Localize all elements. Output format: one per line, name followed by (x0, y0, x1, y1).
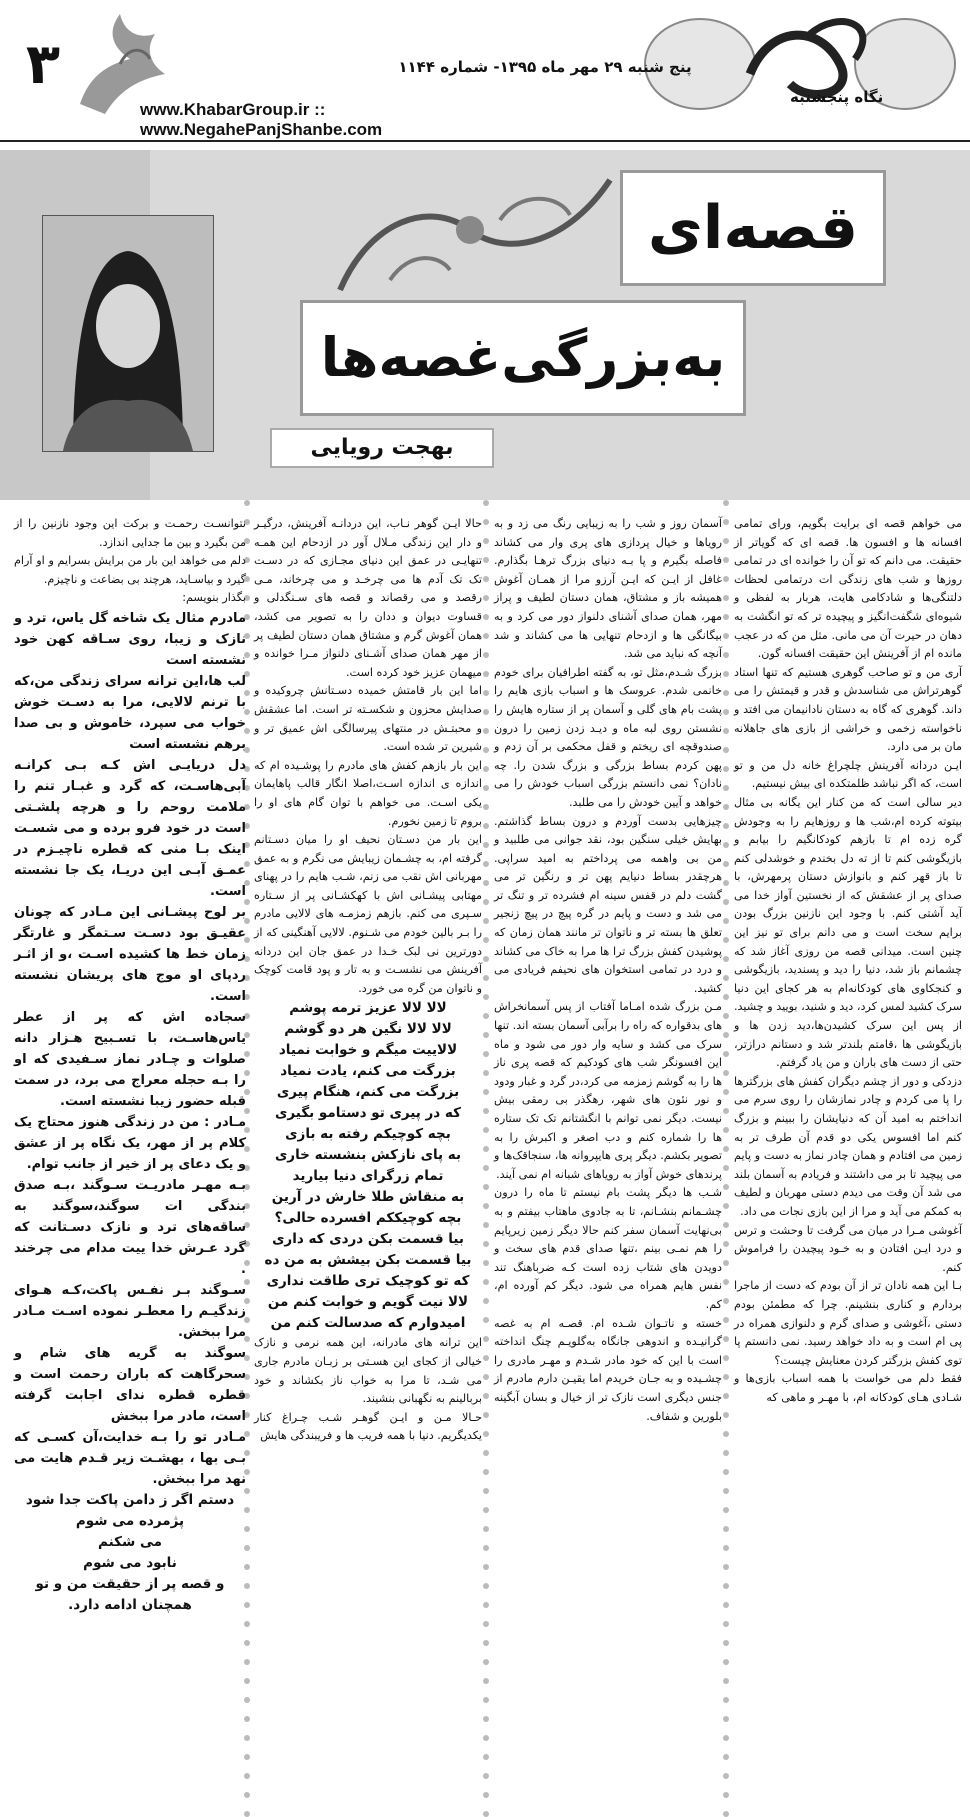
separator-dot (723, 1317, 729, 1323)
verse-line: که تو کوچیک تری طاقت نداری (266, 1273, 470, 1290)
paragraph: خسته و ناتـوان شـده ام. قصـه ام به غصه گرانیـده و اندوهی جانگاه به‌گلویـم چنگ انداخته است با این که خود مادر شـدم و مهـر مادری را چشـیده و به جـان خریدم اما یقیـن دارم مادرم از جنس دیگری است نازک تر از خیال و بسان آبگینه بلورین و شفاف. (494, 1316, 722, 1423)
separator-dot (723, 1184, 729, 1190)
separator-dot (483, 1184, 489, 1190)
separator-dot (483, 766, 489, 772)
separator-dot (723, 1374, 729, 1380)
separator-dot (723, 1222, 729, 1228)
separator-dot (483, 595, 489, 601)
separator-dot (723, 1488, 729, 1494)
paragraph: مـن بزرگ شده امـاما آفتاب از پس آسمانخراش های بدقواره که راه را برآبی آسمان بسته اند. تنها سرک می کشد و سایه وار دور می شود و ماه این افسونگر شب های کودکیم که قصه پری ناز ها را به گوشم زمزمه می کرد،در گرد و غبار ودود و نور نئون های شهر، رهگذر بی رمقی بیش نیست. دیگر نمی توانم با انگشتانم تک تک ستاره ها را شماره کنم و دب اصغر و اکبرش را به تصویر بکشم. دیگر پری هایپروانه ها، سنجاقک‌ها و پرندهای خوش آواز به رویاهای شبانه ام نمی آیند. (494, 1000, 722, 1181)
paragraph: این بار من دسـتان نحیف او را میان دسـتانم گرفته ام، به چشـمان زیبایش می نگرم و به عمق مهربانی اش نقب می زنم، شـب هایم را در پهنای مهتابی پیشـانی اش با کهکشـانی پر از سـتاره سـپری می کنم. بازهم زمزمـه های لالایی مادرم را بـر بالین خودم می شـنوم. لالایی آهنگینی که از دورترین نی لبک خـدا در عمق جان این دردانه آفرینش می نشسـت و به تار و پود قامت کوچک و ناتوان من گره می خورد. (254, 833, 482, 995)
paragraph-bold: مـادر تو را بـه خدایت،آن کسـی که بـی بها ، بهشـت زیر قـدم هایت می نهد مرا ببخش. (14, 1429, 246, 1487)
separator-dot (723, 633, 729, 639)
separator-dot (723, 576, 729, 582)
separator-dot (723, 1621, 729, 1627)
separator-dot (723, 956, 729, 962)
separator-dot (723, 899, 729, 905)
separator-dot (483, 1716, 489, 1722)
poem-line: پژمرده می شوم (75, 1512, 185, 1529)
separator-dot (723, 766, 729, 772)
separator-dot (723, 1431, 729, 1437)
separator-dot (244, 1697, 250, 1703)
separator-dot (723, 1716, 729, 1722)
separator-dot (483, 500, 489, 506)
separator-dot (723, 519, 729, 525)
paragraph: آغوشی مـرا در میان می گرفت تا وحشت و ترس و درد ایـن افتادن و به خـود پیچیدن را فراموش کنم. (734, 1223, 962, 1274)
separator-dot (244, 1678, 250, 1684)
separator-dot (244, 1773, 250, 1779)
separator-dot (483, 747, 489, 753)
separator-dot (483, 728, 489, 734)
lullaby-verses (254, 998, 482, 1334)
verse-line: بیا قسمت بکن دردی که داری (272, 1231, 464, 1248)
separator-dot (723, 880, 729, 886)
separator-dot (723, 614, 729, 620)
paragraph-bold: سوگند به گریه های شام و سحرگاهت که باران رحمت است و قطره قطره ندای اجابت گرفته است، مادر مرا ببخش (14, 1345, 246, 1424)
separator-dot (723, 1792, 729, 1798)
separator-dot (483, 1792, 489, 1798)
separator-dot (483, 1811, 489, 1817)
article-title-line1: قصه‌ای (620, 170, 886, 286)
separator-dot (723, 1640, 729, 1646)
paragraph: فقط دلم می خواست با همه اسباب بازی‌ها و شـادی هـای کودکانه ام، با مهـر و ماهی که (734, 1372, 962, 1404)
separator-dot (723, 1564, 729, 1570)
separator-dot (723, 1583, 729, 1589)
separator-dot (723, 937, 729, 943)
separator-dot (723, 1260, 729, 1266)
separator-dot (483, 1317, 489, 1323)
separator-dot (723, 804, 729, 810)
separator-dot (723, 690, 729, 696)
separator-dot (723, 1393, 729, 1399)
separator-dot (723, 747, 729, 753)
paragraph: دلم می خواهد این بار من برایش بسرایم و او آرام گیرد و بیاسـاید، هرچند بی بضاعت و ناچیزم. (14, 554, 246, 586)
separator-dot (483, 709, 489, 715)
paragraph: آسمان روز و شب را به زیبایی رنگ می زد و به رویاها و خیال پردازی های پری وار می کشاند فاصله بگیرم و پا بـه دنیای بزرگ ترهـا بگذارم. غافل از ایـن که ایـن آرزو مرا از همـان آغوش همیشه باز و مشتاق، همان دستان لطیف و پراز مهر، همان صدای آشنای دلنواز دور می کرد و به بیگانگی ها و ازدحام تنهایی ها می کشاند و شد آنچه که نباید می شد. (494, 517, 722, 661)
separator-dot (723, 1146, 729, 1152)
separator-dot (723, 1241, 729, 1247)
paragraph: این بار بازهم کفش های مادرم را پوشـیده ام که اندازه ی اندازه اسـت،اصلا انگار قالب پاهایمان یکی اسـت. می خواهم با توان گام های او را بروم تا زمین نخورم. (254, 758, 482, 828)
separator-dot (483, 1013, 489, 1019)
separator-dot (483, 1279, 489, 1285)
separator-dot (483, 519, 489, 525)
separator-dot (483, 861, 489, 867)
separator-dot (244, 1811, 250, 1817)
separator-dot (483, 1640, 489, 1646)
separator-dot (723, 823, 729, 829)
separator-dot (483, 1659, 489, 1665)
paragraph-bold: لب ها،این ترانه سرای زندگی من،که با ترنم لالایی، مرا به دسـت خوش خواب می سپرد، خاموش و بی صدا برهم نشسته است (14, 673, 246, 752)
paragraph: دزدکی و دور از چشم دیگران کفش های بزرگترها را پا می کردم و چادر نمازشان را روی سرم می انداختم به امید آن که دنیایشان را ببینم و بزرگ کنم اما افسوس یکی دو قدم آن طرف تر به زمین می افتادم و همان چادر نماز به دست و پایم می پیچید تا بر می داشتند و فریادم به آسمان بلند می شد آن وقت می دیدم دستی مهربان و لطیف به کمکم می آید و مرا از این بازی نجات می داد. (734, 1074, 962, 1218)
separator-dot (483, 1507, 489, 1513)
separator-dot (483, 804, 489, 810)
separator-dot (483, 1735, 489, 1741)
verse-line: به پای نازکش بنشسته خاری (274, 1147, 462, 1164)
separator-dot (483, 1773, 489, 1779)
separator-dot (244, 1792, 250, 1798)
paragraph: این ترانه های مادرانه، این همه نرمی و نازک خیالی از کجای این هسـتی بر زبـان مادرم جاری می شـد، تا مرا به خواب ناز بکشاند و خود بربالینم به نگهبانی بنشیند. (254, 1336, 482, 1406)
poem-line: و قصه پر از حقیقت من و تو همچنان ادامه دارد. (35, 1575, 225, 1613)
separator-dot (483, 1697, 489, 1703)
separator-dot (483, 614, 489, 620)
column-separator (483, 500, 491, 1500)
separator-dot (244, 1621, 250, 1627)
separator-dot (723, 728, 729, 734)
separator-dot (723, 595, 729, 601)
separator-dot (723, 652, 729, 658)
separator-dot (483, 538, 489, 544)
verse-line: بزرگت می کنم، یادت نمیاد (280, 1063, 456, 1080)
separator-dot (483, 1412, 489, 1418)
separator-dot (723, 1108, 729, 1114)
separator-dot (483, 1393, 489, 1399)
separator-dot (483, 899, 489, 905)
separator-dot (723, 538, 729, 544)
separator-dot (483, 1545, 489, 1551)
paragraph: چیزهایی بدست آوردم و درون بساط گذاشتم. بهایش خیلی سنگین بود، نقد جوانی می طلبید و من بی واهمه می پرداختم به امید سراپی. هرچقدر بساط دنیایم پهن تر و رنگین تر می گشت دلم در قفس سینه ام فشرده تر و تنگ تر می شد و دست و پایم در گره پیچ در پیچ زنجیر تعلق ها بسته تر و ناتوان تر مانند همان زمان که پوشیدن کفش بزرگ ترا ها مرا به خاک می کشاند و درد در تمامی استخوان های نحیفم فریادی می کشید. (494, 814, 722, 995)
separator-dot (723, 785, 729, 791)
page-number: ۳ (25, 32, 61, 97)
paragraph: اما این بار قامتش خمیده دسـتانش چروکیده و صدایش محزون و شکسـته تر است. اما عشقش و محبتـش در منتهای پیرسالگی اش عمیق تر و شیرین تر شده است. (254, 684, 482, 754)
separator-dot (483, 937, 489, 943)
separator-dot (723, 1735, 729, 1741)
verse-line: لالا لالا عزیز ترمه پوشم (289, 1000, 447, 1017)
separator-dot (723, 1336, 729, 1342)
separator-dot (723, 1412, 729, 1418)
separator-dot (483, 1469, 489, 1475)
separator-dot (244, 1659, 250, 1665)
separator-dot (723, 557, 729, 563)
verse-line: لالا لالا نگین هر دو گوشم (284, 1021, 452, 1038)
verse-line: امیدوارم که صدسالت کنم من (270, 1315, 466, 1332)
poem-line: نابود می شوم (83, 1554, 177, 1571)
separator-dot (723, 1507, 729, 1513)
separator-dot (723, 1602, 729, 1608)
article-column-1 (734, 515, 962, 1505)
separator-dot (483, 1222, 489, 1228)
verse-line: تمام زرگرای دنیا بیارید (292, 1168, 444, 1185)
separator-dot (723, 1298, 729, 1304)
separator-dot (483, 1583, 489, 1589)
separator-dot (483, 1203, 489, 1209)
separator-dot (483, 918, 489, 924)
paragraph: ایـن دردانه آفرینش چلچراغ خانه دل من و تو است، که اگر نباشد ظلمتکده ای بیش نیستیم. (734, 758, 962, 791)
separator-dot (483, 1450, 489, 1456)
separator-dot (483, 1374, 489, 1380)
paragraph: بگذار بنویسم: (182, 591, 246, 605)
column-separator (723, 500, 731, 1500)
masthead-subtitle: نگاه پنجشنبه (790, 88, 884, 106)
separator-dot (483, 880, 489, 886)
floral-ornament-icon (330, 160, 620, 300)
separator-dot (483, 1526, 489, 1532)
separator-dot (723, 1545, 729, 1551)
separator-dot (483, 1602, 489, 1608)
separator-dot (483, 1564, 489, 1570)
separator-dot (483, 1621, 489, 1627)
separator-dot (723, 1526, 729, 1532)
verse-line: به منقاش طلا خارش در آرین (271, 1189, 465, 1206)
separator-dot (483, 785, 489, 791)
paragraph: می خواهم قصه ای برایت بگویم، ورای تمامی افسانه ها و افسون ها. قصه ای که گویاتر از حقیقت. می دانم که تو آن را خوانده ای در تمامی روزها و شب های زندگی ات درتمامی لحظات دلتنگی‌ها و شادکامی هایت، هربار به لفظی و شیوه‌ای شگفت‌انگیز و پیچیده تر که تو انگشت به دهان در حیرت آن می مانی. مثل من که در عجب مانده ام از آفرینش این حقیقت افسانه گون. (734, 517, 962, 661)
separator-dot (483, 1051, 489, 1057)
separator-dot (483, 975, 489, 981)
separator-dot (723, 671, 729, 677)
separator-dot (483, 1070, 489, 1076)
verse-line: بزرگت می کنم، هنگام پیری (276, 1084, 460, 1101)
paragraph-bold: بـه مهـر مادریـت سـوگند ،بـه صدق بندگی ات سوگند،سوگند به ساقه‌های ترد و نازک دسـتانت که گرد عـرش خدا ییت مدام می چرخند . (14, 1177, 246, 1277)
paragraph-bold: مـادر : من در زندگی هنوز محتاج یک کلام پر از مهر، یک نگاه پر از عشق و یک دعای پر از خیر از جانب توام. (14, 1114, 246, 1172)
separator-dot (723, 709, 729, 715)
separator-dot (483, 1488, 489, 1494)
verse-line: بچه کوچیکم رفته به بازی (285, 1126, 451, 1143)
separator-dot (483, 994, 489, 1000)
separator-dot (723, 861, 729, 867)
paragraph-bold: بر لوح پیشـانی این مـادر که چونان عقیـق بود دسـت سـتمگر و غارتگر زمان خط ها کشیده اسـت ،و از اثـر ردپای او موج های پریشان نشسته است. (14, 904, 246, 1004)
separator-dot (723, 1469, 729, 1475)
separator-dot (483, 842, 489, 848)
separator-dot (483, 1754, 489, 1760)
verse-line: لالاییت میگم و خوابت نمیاد (278, 1042, 458, 1059)
verse-line: بیا قسمت بکن بیشش به من ده (264, 1252, 472, 1269)
separator-dot (483, 823, 489, 829)
separator-dot (483, 1355, 489, 1361)
separator-dot (723, 1678, 729, 1684)
separator-dot (244, 1640, 250, 1646)
separator-dot (723, 918, 729, 924)
separator-dot (244, 1754, 250, 1760)
poem-line: دستم اگر ز دامن پاکت جدا شود (25, 1491, 235, 1508)
separator-dot (483, 1032, 489, 1038)
verse-line: بچه کوچیککم افسرده حالی؟ (274, 1210, 462, 1227)
author-photo (42, 215, 214, 452)
paragraph: حالا ایـن گوهر نـاب، این دردانـه آفرینش، درگیـر و دار این زندگی مـلال آور در ازدحام این همـه تنهایـی در عمق این دنیای مجـازی که در دسـت تک تک آدم ها می چرخـد و می چرخاند، مـی رقصد و می رقصاند و قصه های سـنگدلی و قساوت دیوان و ددان را به تصویر می کشد، همان آغوش گرم و مشتاق همان دستان لطیف پر از مهر همان صدای آشـنای دلنواز مـرا خوانده و میهمان عزیز خود کرده است. (254, 517, 482, 679)
separator-dot (244, 1735, 250, 1741)
separator-dot (723, 1754, 729, 1760)
separator-dot (483, 633, 489, 639)
separator-dot (483, 1298, 489, 1304)
separator-dot (483, 652, 489, 658)
paragraph: بـا این همه نادان تر از آن بودم که دست از ماجرا بردارم و کناری بنشینم. چرا که مطمئن بودم دستی ،آغوشی و صدای گرم و دلنوازی همراه در پی ام است و به داد خواهد رسید. نمی دانستم پا توی کفش بزرگتر کردن معنایش چیست؟ (734, 1279, 962, 1367)
issue-date: پنج شنبه ۲۹ مهر ماه ۱۳۹۵- شماره ۱۱۴۴ (398, 58, 692, 76)
paragraph: بزرگ شـدم،مثل تو، به گفته اطرافیان برای خودم خانمی شدم. عروسک ها و اسباب بازی هایم را پشت بام های گلی و آسمان پر از ستاره هایش را نشستن روی لبه ماه و دیـد زدن زمین را درون صندوقچه ای ریختم و قفل محکمی بر آن زدم و پهن کردم بساط بزرگی و بزرگ شدن را. چه نادان؟ نمی دانستم بزرگی اسباب خودش را می خواهد و آیین خودش را می طلبد. (494, 665, 722, 809)
article-column-3 (254, 515, 482, 1505)
closing-poem (14, 1490, 246, 1616)
separator-dot (483, 1260, 489, 1266)
separator-dot (483, 1165, 489, 1171)
separator-dot (483, 1127, 489, 1133)
separator-dot (723, 994, 729, 1000)
paragraph-bold: سـوگند بـر نفـس پاکت،کـه هـوای زندگیـم را معطـر نموده اسـت مـادر مرا ببخش. (14, 1282, 246, 1340)
separator-dot (723, 1811, 729, 1817)
separator-dot (483, 1241, 489, 1247)
separator-dot (483, 956, 489, 962)
separator-dot (723, 975, 729, 981)
paragraph: دیر سالی است که من کنار این یگانه بی مثال بیتوته کرده ام،شب ها و روزهایم را به وجودش گره زده ام تا بازهم کودکانگیم را بیابم و بازیگوشی کنم تا از ته دل بخندم و خوشدلی کنم تا باز قهر کنم و بانوازش دستان پرمهرش، با صدای پر از عشقش که از نخستین آواز خدا می آید آشتی کنم. با وجود این نازنین بزرگ بودن برایم سخت است و می دانم برای تو نیز این چنین است. میدانی قصه من روزی آغاز شد که چشمانم باز شد، دنیا را دید و پسندید، بازیگوشی و کنجکاوی های کودکانه‌ام به هر کجای این دنیا سرک کشید لمس کرد، دید و شنید، بویید و چشید. از پس این سرک کشیدن‌ها،دید زدن ها و بازیگوشی ها ،قامتم بلندتر شد و دستانم درازتر، حتی از دست های باران و من یاد گرفتم. (734, 795, 962, 1070)
paragraph: آری من و تو صاحب گوهری هستیم که تنها استاد گوهرتراش می شناسدش و قدر و قیمتش را می داند. گوهری که گاه به دستان نادانیمان می افتد و ناخواسته زخمی و خراشی از بازی های جاهلانه مان بر می دارد. (734, 665, 962, 754)
separator-dot (723, 500, 729, 506)
separator-dot (244, 500, 250, 506)
separator-dot (483, 671, 489, 677)
paragraph-bold: سجاده اش که پر از عطر یاس‌هاسـت، با تسـبیح هـزار دانه صلوات و چـادر نماز سـفیدی که او را بـه حجله معراج می برد، در سمت قبله حضور زیبا نشسته است. (14, 1009, 246, 1109)
separator-dot (723, 1070, 729, 1076)
separator-dot (723, 1773, 729, 1779)
separator-dot (723, 1203, 729, 1209)
article-author: بهجت رویایی (270, 428, 494, 468)
separator-dot (723, 1697, 729, 1703)
separator-dot (723, 1032, 729, 1038)
paragraph-bold: دل دریایـی اش کـه بـی کرانـه آبی‌هاسـت، که گرد و غبـار تنم را ملامت روحم را و هرچه پلشـتی است در خود فرو برده و می شسـت اینک بـا منی که قطره ناچیـزم در عمـق آبـی این دریـا، یک جا نشسته است. (14, 757, 246, 899)
poem-line: می شکنم (98, 1533, 162, 1550)
separator-dot (483, 1336, 489, 1342)
separator-dot (483, 1089, 489, 1095)
article-title-line2: به‌بزرگی‌غصه‌ها (300, 300, 746, 416)
paragraph-bold: مادرم مثال یک شاخه گل یاس، ترد و نازک و زیبا، روی سـاقه کهن خود نشسته است (14, 610, 246, 668)
separator-dot (723, 1051, 729, 1057)
verse-line: لالا نیت گویم و خوابت کنم من (267, 1294, 469, 1311)
separator-dot (723, 1659, 729, 1665)
verse-line: که در پیری تو دستامو بگیری (275, 1105, 461, 1122)
separator-dot (483, 1108, 489, 1114)
article-column-2 (494, 515, 722, 1505)
separator-dot (723, 1450, 729, 1456)
separator-dot (723, 1165, 729, 1171)
separator-dot (483, 1146, 489, 1152)
website-links[interactable]: www.KhabarGroup.ir :: www.NegahePanjShanbe.com (140, 100, 383, 139)
separator-dot (723, 1089, 729, 1095)
separator-dot (483, 576, 489, 582)
separator-dot (483, 690, 489, 696)
separator-dot (244, 1716, 250, 1722)
page-header (0, 0, 970, 142)
separator-dot (723, 1355, 729, 1361)
paragraph: شـب ها دیگر پشت بام نیستم تا ماه را درون چشـمانم بنشـانم، تا به جادوی ماهتاب بیفتم و به بی‌نهایت آسمان سفر کنم حالا دیگر زمین زیرپایم را هم نمـی بینم ،تنها صدای قدم های سخت و دویدن های شتاب زده است کـه ضرباهنگ تند نفس هایم همراه می شود. دیگر کم آورده ام، کم. (494, 1186, 722, 1311)
separator-dot (723, 842, 729, 848)
article-column-4 (14, 515, 246, 1613)
paragraph: نتوانسـت رحمـت و برکت این وجود نازنین را از من بگیرد و بین ما جدایی اندازد. (14, 517, 246, 549)
separator-dot (483, 1431, 489, 1437)
separator-dot (723, 1013, 729, 1019)
separator-dot (483, 557, 489, 563)
separator-dot (723, 1279, 729, 1285)
separator-dot (723, 1127, 729, 1133)
separator-dot (483, 1678, 489, 1684)
paragraph: حـالا مـن و ایـن گوهـر شـب چـراغ کنار یکدیگریم. دنیا با همه فریب ها و فریبندگی هایش (254, 1410, 482, 1443)
